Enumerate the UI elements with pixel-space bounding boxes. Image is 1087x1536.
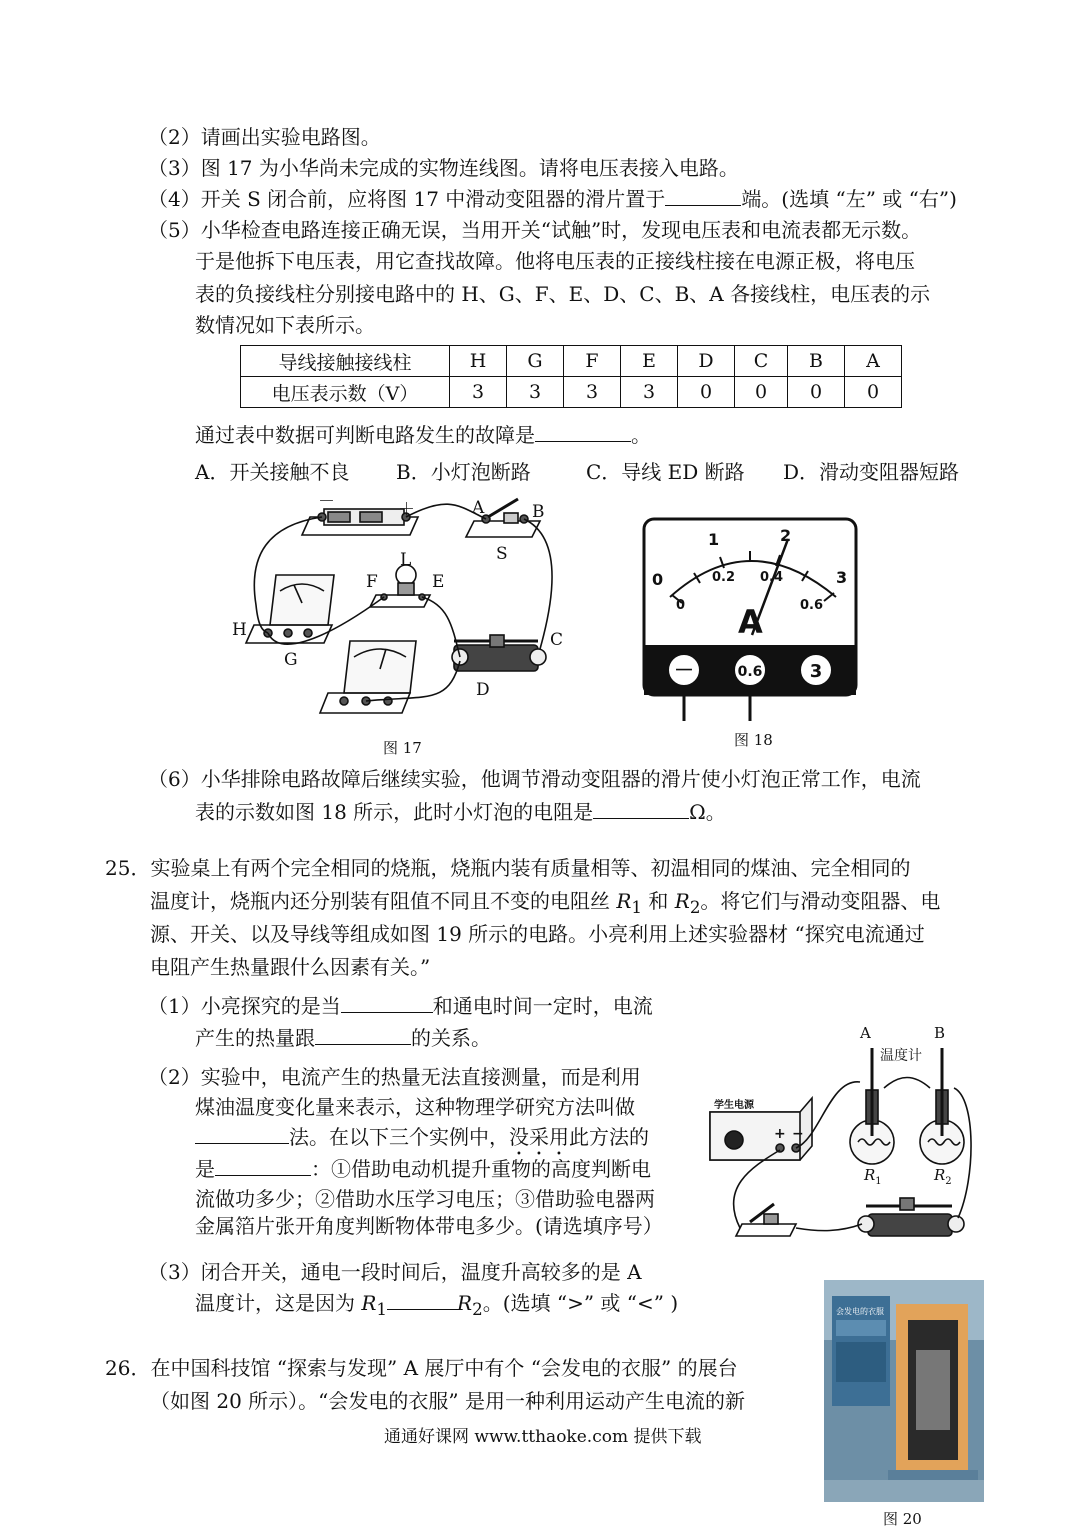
fig18-scale-bottom-3: 0.6 <box>800 598 824 613</box>
fig17-label-C: C <box>550 630 564 650</box>
q24-part4: （4）开关 S 闭合前，应将图 17 中滑动变阻器的滑片置于 端。(选填 “左” 或 “右”) <box>148 187 957 211</box>
fig18-scale-bottom-1: 0.2 <box>712 570 736 585</box>
q25-part3-line1: （3）闭合开关，通电一段时间后，温度升高较多的是 A <box>148 1260 642 1284</box>
fig19-label-B: B <box>934 1024 946 1042</box>
fig17-label-D: D <box>476 680 490 700</box>
fig18-scale-bottom-2: 0.4 <box>760 570 784 585</box>
q25-part2-line1: （2）实验中，电流产生的热量无法直接测量，而是利用 <box>148 1065 641 1089</box>
figure-17-circuit <box>228 495 588 725</box>
q25-line1: 25．实验桌上有两个完全相同的烧瓶，烧瓶内装有质量相等、初温相同的煤油、完全相同的 <box>105 856 911 880</box>
q25-part1-line2: 产生的热量跟 的关系。 <box>195 1026 491 1050</box>
q24-part3: （3）图 17 为小华尚未完成的实物连线图。请将电压表接入电路。 <box>148 156 739 180</box>
answer-blank[interactable] <box>215 1157 311 1176</box>
fig18-scale-top-0: 0 <box>652 570 664 589</box>
table-cell: 0 <box>678 377 735 408</box>
answer-blank[interactable] <box>341 994 433 1013</box>
table-header-cell: 导线接触接线柱 <box>241 346 450 377</box>
answer-blank[interactable] <box>535 423 631 442</box>
q24-part6-line1: （6）小华排除电路故障后继续实验，他调节滑动变阻器的滑片使小灯泡正常工作，电流 <box>148 767 921 791</box>
q24-part5-line2: 于是他拆下电压表，用它查找故障。他将电压表的正接线柱接在电源正极，将电压 <box>195 249 915 273</box>
figure-18-ammeter <box>640 515 860 725</box>
table-cell: E <box>621 346 678 377</box>
answer-blank[interactable] <box>387 1291 457 1310</box>
option-a: A．开关接触不良 <box>195 460 350 484</box>
table-cell: 3 <box>621 377 678 408</box>
fig19-R1: $R_1$ <box>864 1166 882 1187</box>
q26-line2: （如图 20 所示）。“会发电的衣服” 是用一种利用运动产生电流的新 <box>150 1389 745 1413</box>
q25-part2-line5: 流做功多少；②借助水压学习电压；③借助验电器两 <box>195 1187 655 1211</box>
figure-20-exhibit-photo <box>824 1280 984 1502</box>
table-cell: 3 <box>564 377 621 408</box>
fig19-supply-label: 学生电源 <box>714 1100 754 1111</box>
figure-20-caption: 图 20 <box>883 1510 922 1528</box>
q25-part2-line4: 是 ：①借助电动机提升重物的高度判断电 <box>195 1157 651 1181</box>
table-cell: C <box>735 346 788 377</box>
fig19-thermometer-label: 温度计 <box>880 1048 922 1064</box>
answer-blank[interactable] <box>593 800 689 819</box>
table-cell: 0 <box>735 377 788 408</box>
table-cell: D <box>678 346 735 377</box>
fig17-label-L: L <box>400 550 412 570</box>
q25-part3-line2: 温度计，这是因为 $R_1$ $R_2$。(选填 “>” 或 “<” ) <box>195 1291 679 1319</box>
fig18-terminal-3: 3 <box>809 661 823 682</box>
answer-blank[interactable] <box>195 1125 289 1144</box>
table-cell: F <box>564 346 621 377</box>
q24-part5-line4: 数情况如下表所示。 <box>195 313 375 337</box>
q25-part2-line6: 金属箔片张开角度判断物体带电多少。(请选填序号） <box>195 1214 663 1238</box>
fig17-label-E: E <box>432 572 445 592</box>
fig17-label-B: B <box>532 502 545 522</box>
table-cell: 0 <box>788 377 845 408</box>
fig19-R2: $R_2$ <box>934 1166 952 1187</box>
fig18-terminal-0.6: 0.6 <box>737 664 763 680</box>
q25-line3: 源、开关、以及导线等组成如图 19 所示的电路。小亮利用上述实验器材 “探究电流通过 <box>150 922 925 946</box>
table-cell: 3 <box>450 377 507 408</box>
fig17-label-S: S <box>496 544 508 564</box>
fig18-scale-top-2: 2 <box>780 526 792 545</box>
footer-source: 通通好课网 www.tthaoke.com 提供下载 <box>384 1427 702 1447</box>
q25-part2-line3: 法。在以下三个实例中，没采用此方法的 <box>195 1125 649 1160</box>
fig17-label-F: F <box>366 572 378 592</box>
fig18-unit: A <box>738 603 763 641</box>
fig19-plus: + <box>774 1126 786 1142</box>
table-cell: 0 <box>845 377 902 408</box>
table-header-cell: 电压表示数（V） <box>241 377 450 408</box>
q24-part5-question: 通过表中数据可判断电路发生的故障是 。 <box>195 423 651 447</box>
fig20-sign-text: 会发电的衣服 <box>836 1307 884 1316</box>
fig17-label-A: A <box>472 498 485 518</box>
table-cell: A <box>845 346 902 377</box>
option-c: C．导线 ED 断路 <box>586 460 745 484</box>
option-b: B．小灯泡断路 <box>396 460 531 484</box>
answer-blank[interactable] <box>315 1026 411 1045</box>
figure-18-caption: 图 18 <box>734 731 773 749</box>
table-cell: G <box>507 346 564 377</box>
table-cell: B <box>788 346 845 377</box>
figure-19-circuit <box>700 1018 980 1258</box>
q25-line4: 电阻产生热量跟什么因素有关。” <box>150 955 431 979</box>
q24-part5-line1: （5）小华检查电路连接正确无误，当用开关“试触”时，发现电压表和电流表都无示数。 <box>148 218 922 242</box>
voltage-table <box>240 345 902 408</box>
fig18-scale-top-3: 3 <box>836 568 848 587</box>
q25-part1-line1: （1）小亮探究的是当 和通电时间一定时，电流 <box>148 994 653 1018</box>
fig19-label-A: A <box>860 1024 871 1042</box>
table-cell: H <box>450 346 507 377</box>
option-d: D．滑动变阻器短路 <box>783 460 960 484</box>
fig17-label-plus: ＋ <box>398 500 415 520</box>
table-cell: 3 <box>507 377 564 408</box>
q24-part6-line2: 表的示数如图 18 所示，此时小灯泡的电阻是 Ω。 <box>195 800 726 824</box>
fig18-terminal-minus: － <box>674 658 694 682</box>
q24-part2: （2）请画出实验电路图。 <box>148 125 381 149</box>
fig17-label-G: G <box>284 650 298 670</box>
fig17-label-H: H <box>232 620 247 640</box>
fig19-minus: − <box>792 1126 804 1142</box>
q24-part5-line3: 表的负接线柱分别接电路中的 H、G、F、E、D、C、B、A 各接线柱，电压表的示 <box>195 282 931 306</box>
q25-line2: 温度计，烧瓶内还分别装有阻值不同且不变的电阻丝 $R_1$ 和 $R_2$。将它们与滑动变阻器、电 <box>150 889 941 917</box>
fig17-label-minus: － <box>318 495 335 512</box>
q26-line1: 26．在中国科技馆 “探索与发现” A 展厅中有个 “会发电的衣服” 的展台 <box>105 1356 738 1380</box>
table-row <box>241 377 902 408</box>
figure-17-caption: 图 17 <box>383 739 422 757</box>
fig18-scale-top-1: 1 <box>708 530 720 549</box>
table-row <box>241 346 902 377</box>
answer-blank[interactable] <box>665 187 741 206</box>
q25-part2-line2: 煤油温度变化量来表示，这种物理学研究方法叫做 <box>195 1095 635 1119</box>
fig18-scale-bottom-0: 0 <box>676 598 686 613</box>
